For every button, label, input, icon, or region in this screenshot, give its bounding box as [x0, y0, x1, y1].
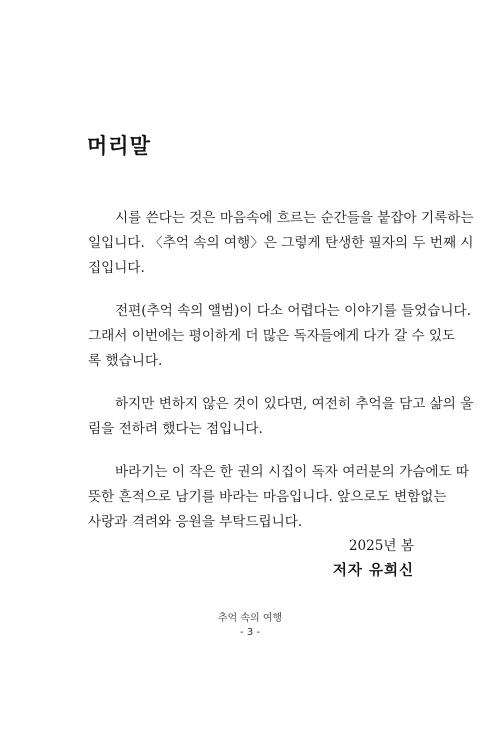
paragraph-2	[88, 299, 472, 374]
author-signature: 저자 유희신	[332, 562, 414, 579]
paragraph-line: 그래서 이번에는 평이하게 더 많은 독자들에게 다가 갈 수 있도	[88, 328, 456, 344]
paragraph-1	[88, 206, 474, 281]
paragraph-line: 시를 쓴다는 것은 마음속에 흐르는 순간들을 붙잡아 기록하는	[115, 210, 474, 226]
paragraph-4	[88, 460, 470, 535]
paragraph-line: 바라기는 이 작은 한 권의 시집이 독자 여러분의 가슴에도 따	[115, 464, 470, 480]
running-footer-title: 추억 속의 여행	[217, 613, 283, 624]
paragraph-line: 록 했습니다.	[88, 353, 163, 369]
paragraph-line: 사랑과 격려와 응원을 부탁드립니다.	[88, 514, 303, 530]
page-number: - 3 -	[240, 627, 260, 638]
signature-date: 2025년 봄	[348, 538, 414, 554]
paragraph-3	[88, 392, 474, 442]
paragraph-line: 일입니다. 〈추억 속의 여행〉은 그렇게 탄생한 필자의 두 번째 시	[88, 235, 474, 251]
page-title: 머리말	[87, 133, 151, 158]
paragraph-line: 림을 전하려 했다는 점입니다.	[88, 421, 263, 437]
preface-body	[88, 206, 474, 553]
paragraph-line: 집입니다.	[88, 260, 145, 276]
paragraph-line: 전편(추억 속의 앨범)이 다소 어렵다는 이야기를 들었습니다.	[115, 303, 472, 319]
paragraph-line: 하지만 변하지 않은 것이 있다면, 여전히 추억을 담고 삶의 울	[115, 396, 474, 412]
paragraph-line: 뜻한 흔적으로 남기를 바라는 마음입니다. 앞으로도 변함없는	[88, 489, 447, 505]
